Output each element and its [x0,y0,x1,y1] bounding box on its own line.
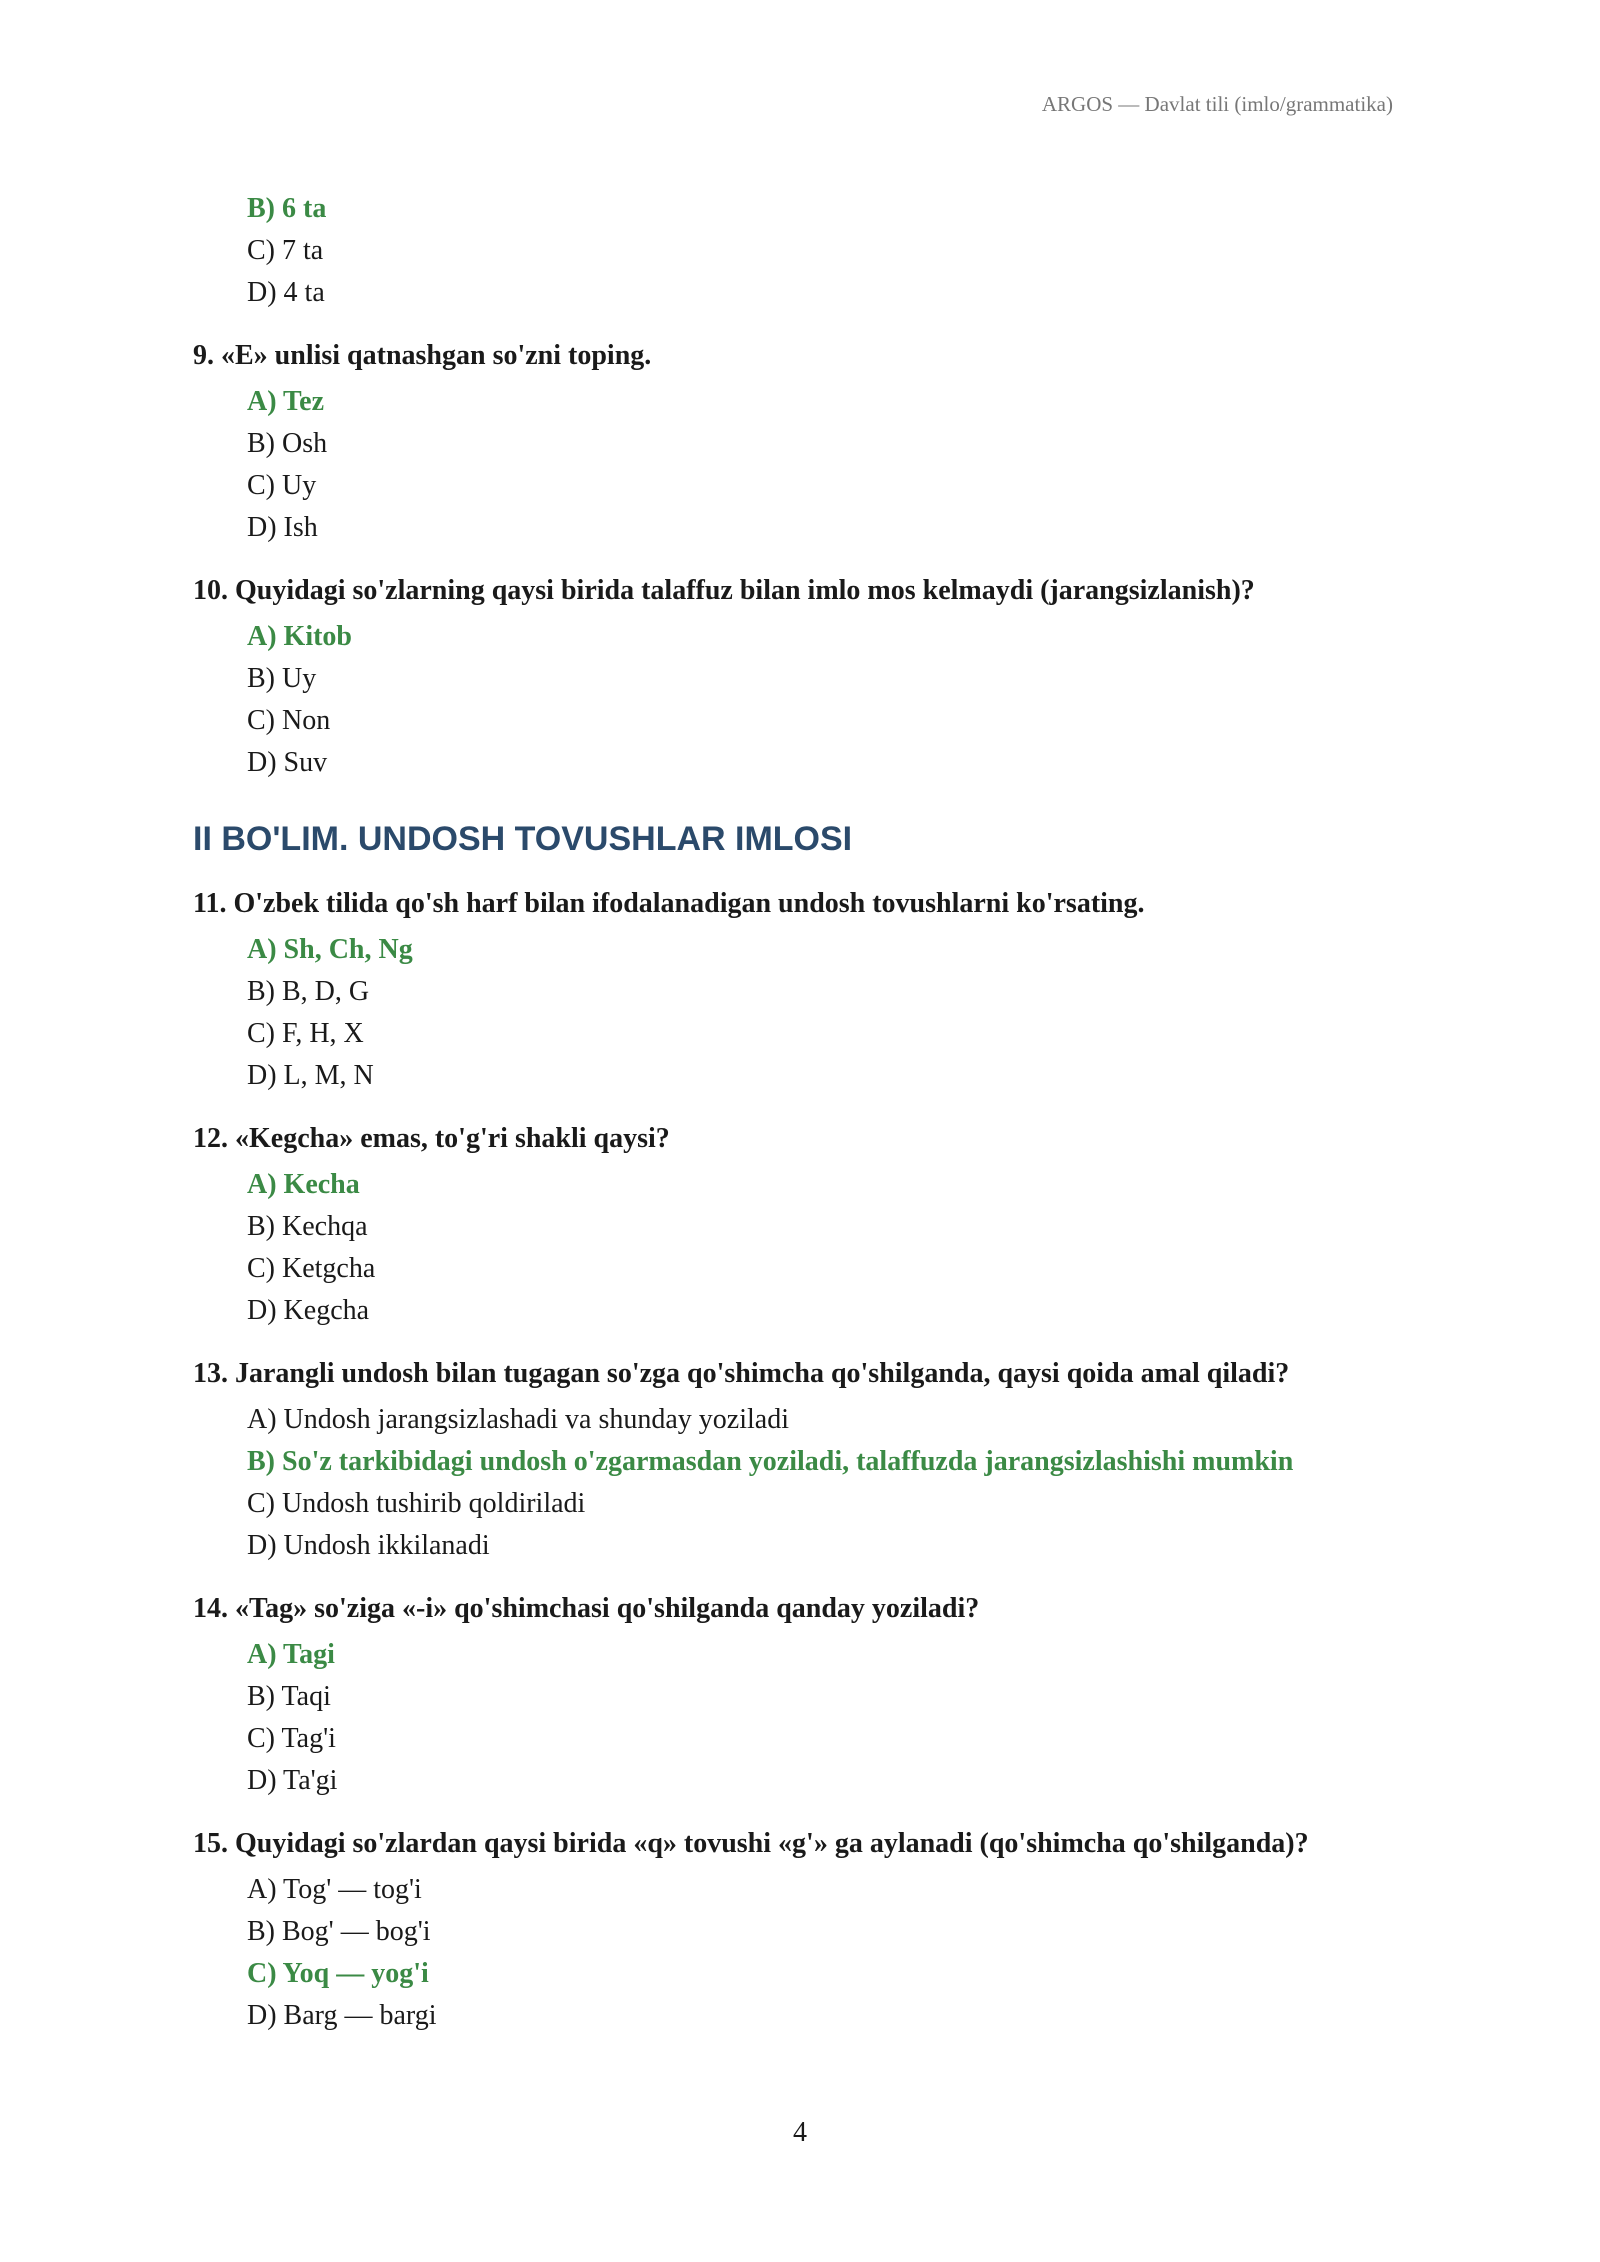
question-item [193,1118,1413,1332]
section-title: II BO'LIM. UNDOSH TOVUSHLAR IMLOSI [193,820,853,858]
answer-option-correct: A) Tagi [247,1639,335,1670]
question-list [193,335,1413,2037]
question-text: 15. Quyidagi so'zlardan qaysi birida «q» tovushi «g'» ga aylanadi (qo'shimcha qo'shilganda)? [193,1828,1309,1859]
page-content [193,188,1413,2037]
answer-option: B) Osh [247,428,328,459]
answer-option: B) Taqi [247,1681,331,1712]
answer-option: B) Kechqa [247,1211,368,1242]
answer-option: D) Barg — bargi [247,2000,437,2031]
question-item [193,335,1413,549]
answer-options [193,1399,1413,1567]
answer-option: B) Uy [247,663,317,694]
answer-option-correct: A) Sh, Ch, Ng [247,934,413,965]
question-text: 12. «Kegcha» emas, to'g'ri shakli qaysi? [193,1123,670,1154]
question-text: 10. Quyidagi so'zlarning qaysi birida talaffuz bilan imlo mos kelmaydi (jarangsizlanish)? [193,575,1255,606]
answer-options [193,1634,1413,1802]
answer-options [193,616,1413,784]
answer-options [193,929,1413,1097]
running-header: ARGOS — Davlat tili (imlo/grammatika) [1041,92,1393,116]
answer-option-correct: A) Kecha [247,1169,360,1200]
answer-option-correct: B) 6 ta [247,193,327,224]
answer-option: A) Tog' — tog'i [247,1874,422,1905]
answer-option: D) Kegcha [247,1295,370,1326]
question-item [193,570,1413,784]
answer-option-correct: C) Yoq — yog'i [247,1958,429,1989]
answer-option: D) Suv [247,747,328,778]
continued-options [193,188,1413,314]
question-text: 9. «E» unlisi qatnashgan so'zni toping. [193,340,652,371]
answer-option: D) Ta'gi [247,1765,338,1796]
question-item [193,1823,1413,2037]
answer-option: C) Ketgcha [247,1253,376,1284]
answer-option: C) Tag'i [247,1723,336,1754]
answer-option: A) Undosh jarangsizlashadi va shunday yoziladi [247,1404,789,1435]
answer-option-correct: A) Kitob [247,621,352,652]
answer-option: D) Undosh ikkilanadi [247,1530,490,1561]
question-text: 13. Jarangli undosh bilan tugagan so'zga qo'shimcha qo'shilganda, qaysi qoida amal qiladi? [193,1358,1290,1389]
question-text: 11. O'zbek tilida qo'sh harf bilan ifodalanadigan undosh tovushlarni ko'rsating. [193,888,1145,919]
answer-option-correct: A) Tez [247,386,324,417]
answer-option: D) 4 ta [247,277,325,308]
answer-option: D) Ish [247,512,318,543]
answer-options [193,381,1413,549]
answer-option: C) Undosh tushirib qoldiriladi [247,1488,586,1519]
answer-option: C) Uy [247,470,317,501]
answer-option: B) Bog' — bog'i [247,1916,431,1947]
answer-option: D) L, M, N [247,1060,374,1091]
answer-option: C) 7 ta [247,235,324,266]
question-item [193,1588,1413,1802]
question-item [193,1353,1413,1567]
answer-options [193,1869,1413,2037]
answer-options [193,1164,1413,1332]
page-number: 4 [793,2117,807,2148]
answer-option-correct: B) So'z tarkibidagi undosh o'zgarmasdan yoziladi, talaffuzda jarangsizlashishi mumkin [247,1446,1294,1477]
answer-option: C) Non [247,705,331,736]
answer-option: B) B, D, G [247,976,370,1007]
question-text: 14. «Tag» so'ziga «-i» qo'shimchasi qo'shilganda qanday yoziladi? [193,1593,980,1624]
answer-option: C) F, H, X [247,1018,364,1049]
question-item [193,883,1413,1097]
